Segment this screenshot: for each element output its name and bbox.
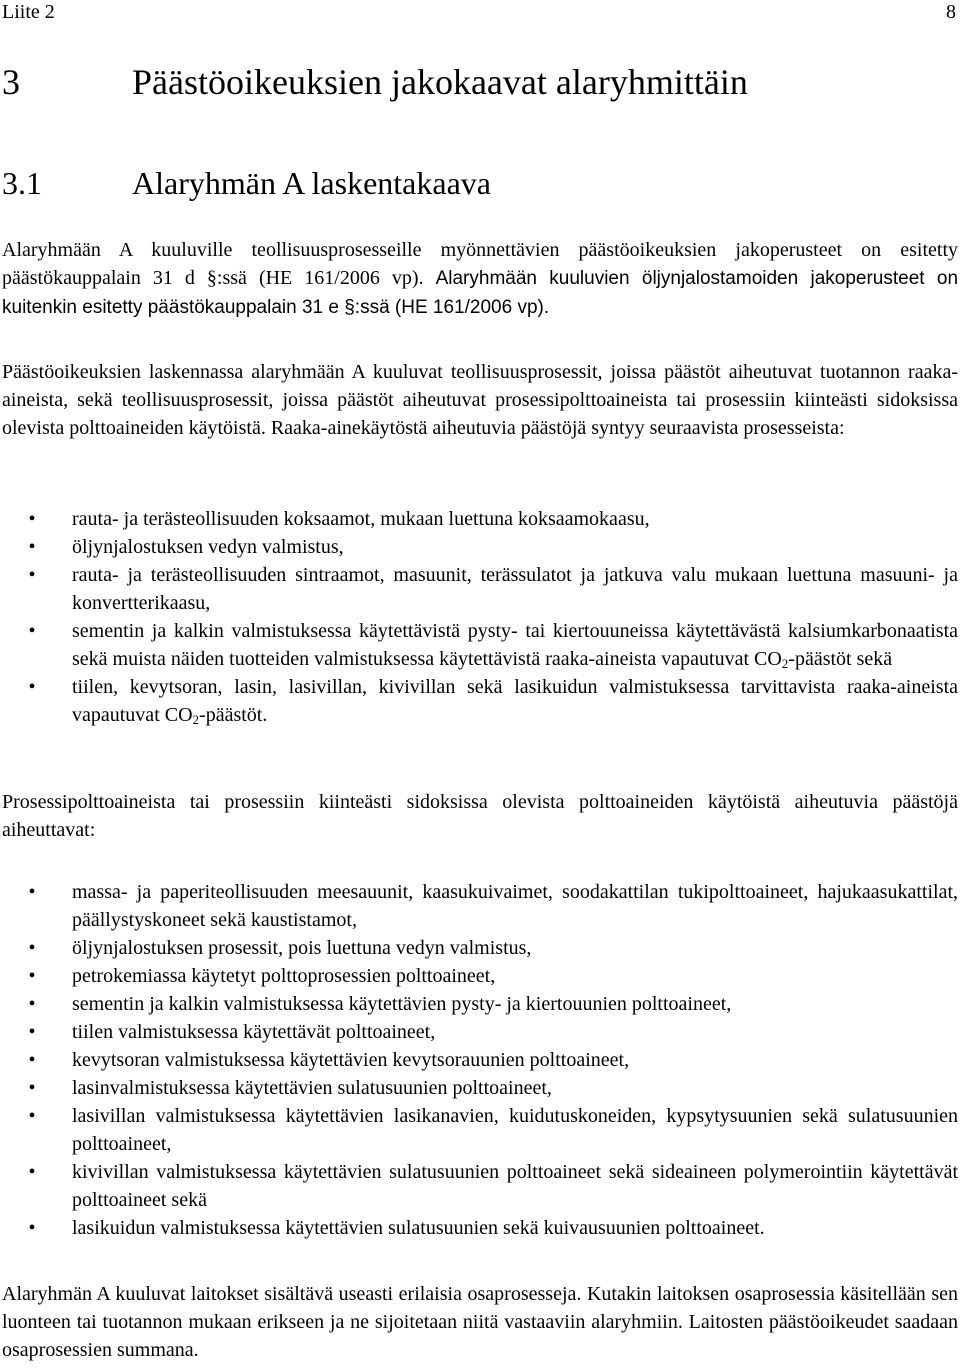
- bullet-icon: •: [28, 965, 36, 987]
- list-item-text: rauta- ja terästeollisuuden koksaamot, mukaan luettuna koksaamokaasu,: [72, 508, 650, 530]
- list-item-text: öljynjalostuksen prosessit, pois luettuna vedyn valmistus,: [72, 937, 532, 959]
- list-item-text: sementin ja kalkin valmistuksessa käytettävien pysty- ja kiertouunien polttoaineet,: [72, 993, 732, 1015]
- bullet-icon: •: [28, 1077, 36, 1099]
- list-item: [0, 533, 958, 561]
- list-item: [0, 1046, 958, 1074]
- list-item: [0, 561, 958, 617]
- list-item-text-end: -päästöt.: [199, 704, 268, 726]
- list-item-text: kevytsoran valmistuksessa käytettävien kevytsorauunien polttoaineet,: [72, 1049, 630, 1071]
- page-number: 8: [946, 1, 956, 23]
- list-item: [0, 1214, 958, 1242]
- subscript-2: 2: [192, 712, 200, 727]
- list-item-text-end: -päästöt sekä: [788, 648, 893, 670]
- bullet-icon: •: [28, 937, 36, 959]
- bullet-icon: •: [28, 676, 36, 698]
- section-title: Päästöoikeuksien jakokaavat alaryhmittäin: [132, 62, 748, 102]
- bullet-icon: •: [28, 1161, 36, 1183]
- intro-text-a: Alaryhmään A kuuluville teollisuusprosesseille myönnettävien päästöoikeuksien jakoperusteet on esitetty päästökauppalain 31 d §:ssä (HE 161/2006 vp).: [2, 239, 958, 289]
- process-fuel-list: [0, 878, 958, 1242]
- list-item-text: tiilen valmistuksessa käytettävät polttoaineet,: [72, 1021, 436, 1043]
- list-item-text: kivivillan valmistuksessa käytettävien sulatusuunien polttoaineet sekä sideaineen polymerointiin käytettävät polttoaineet sekä: [72, 1161, 958, 1211]
- list-item: [0, 1158, 958, 1214]
- subsection-heading: [2, 163, 491, 203]
- page-header: [2, 0, 956, 28]
- intro-paragraph: [2, 236, 958, 322]
- list-item-text: lasinvalmistuksessa käytettävien sulatusuunien polttoaineet,: [72, 1077, 552, 1099]
- list-item: [0, 990, 958, 1018]
- list-item-text: lasikuidun valmistuksessa käytettävien sulatusuunien sekä kuivausuunien polttoaineet.: [72, 1217, 765, 1239]
- raw-material-paragraph: Päästöoikeuksien laskennassa alaryhmään A kuuluvat teollisuusprosessit, joissa päästöt aiheutuvat tuotannon raaka-aineista, sekä teollisuusprosessit, joissa päästöt aiheutuvat prosessipolttoaineista tai prosessiin kiinteästi sidoksissa olevista polttoaineiden käytöistä. Raaka-ainekäytöstä aiheutuvia päästöjä syntyy seuraavista prosesseista:: [2, 361, 958, 439]
- closing-paragraph: Alaryhmän A kuuluvat laitokset sisältävä useasti erilaisia osaprosesseja. Kutakin laitoksen osaprosessia käsitellään sen luonteen tai tuotannon mukaan erikseen ja ne sijoitetaan niitä vastaaviin alaryhmiin. Laitosten päästöoikeudet saadaan osaprosessien summana.: [2, 1283, 958, 1361]
- list-item: [0, 673, 958, 729]
- list-item: [0, 1102, 958, 1158]
- list-item: [0, 1074, 958, 1102]
- bullet-icon: •: [28, 564, 36, 586]
- bullet-icon: •: [28, 508, 36, 530]
- list-item: [0, 505, 958, 533]
- list-item-text: tiilen, kevytsoran, lasin, lasivillan, kivivillan sekä lasikuidun valmistuksessa tarvittavista raaka-aineista vapautuvat CO: [72, 676, 958, 726]
- list-item: [0, 934, 958, 962]
- list-item-text: lasivillan valmistuksessa käytettävien lasikanavien, kuidutuskoneiden, kypsytysuunien sekä sulatusuunien polttoaineet,: [72, 1105, 958, 1155]
- raw-material-list: [0, 505, 958, 729]
- list-item-text: petrokemiassa käytetyt polttoprosessien polttoaineet,: [72, 965, 496, 987]
- bullet-icon: •: [28, 620, 36, 642]
- section-number: 3: [2, 62, 20, 102]
- list-item: [0, 1018, 958, 1046]
- bullet-icon: •: [28, 536, 36, 558]
- bullet-icon: •: [28, 1021, 36, 1043]
- bullet-icon: •: [28, 881, 36, 903]
- bullet-icon: •: [28, 993, 36, 1015]
- list-item-text: sementin ja kalkin valmistuksessa käytettävistä pysty- tai kiertouuneissa käytettävästä kalsiumkarbonaatista sekä muista näiden tuotteiden valmistuksessa käytettävistä raaka-aineista vapautuvat CO: [72, 620, 958, 670]
- bullet-icon: •: [28, 1217, 36, 1239]
- list-item: [0, 617, 958, 673]
- list-item: [0, 878, 958, 934]
- list-item-text: öljynjalostuksen vedyn valmistus,: [72, 536, 344, 558]
- intro-text-b: Alaryhmään kuuluvien öljynjalostamoiden jakoperusteet on kuitenkin esitetty päästökauppalain 31 e §:ssä (HE 161/2006 vp).: [2, 268, 959, 318]
- list-item-text: rauta- ja terästeollisuuden sintraamot, masuunit, terässulatot ja jatkuva valu mukaan luettuna masuuni- ja konvertterikaasu,: [72, 564, 958, 614]
- subscript-2: 2: [781, 656, 789, 671]
- list-item-text: massa- ja paperiteollisuuden meesauunit, kaasukuivaimet, soodakattilan tukipolttoaineet, hajukaasukattilat, päällystyskoneet sekä kaustistamot,: [72, 881, 958, 931]
- list-item: [0, 962, 958, 990]
- bullet-icon: •: [28, 1049, 36, 1071]
- subsection-title: Alaryhmän A laskentakaava: [132, 165, 491, 201]
- section-heading: [2, 60, 748, 104]
- process-fuel-paragraph: Prosessipolttoaineista tai prosessiin kiinteästi sidoksissa olevista polttoaineiden käytöistä aiheutuvia päästöjä aiheuttavat:: [2, 791, 958, 841]
- subsection-number: 3.1: [2, 165, 42, 201]
- appendix-label: Liite 2: [2, 1, 55, 23]
- bullet-icon: •: [28, 1105, 36, 1127]
